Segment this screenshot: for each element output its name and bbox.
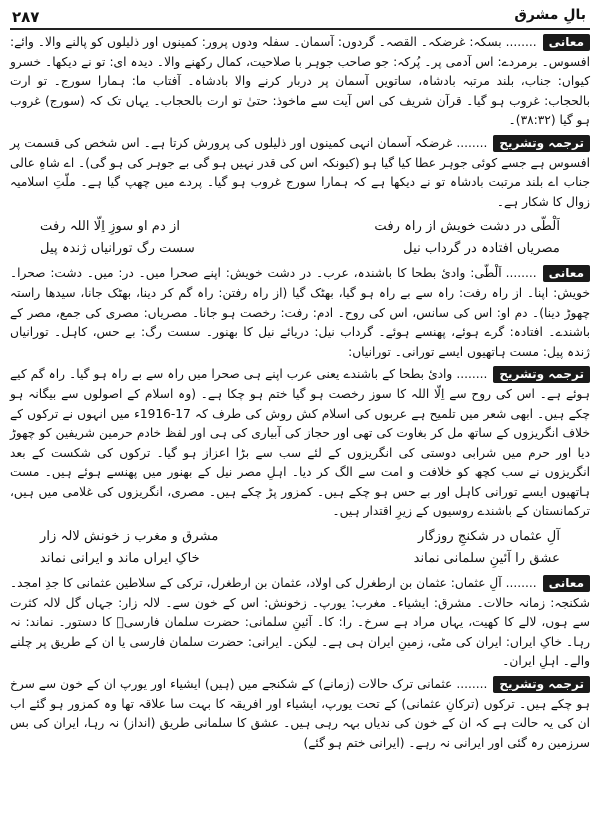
verse2-meanings-text: آلِ عثماں: عثمان بن ارطغرل کی اولاد، عثمان بن ارطغرل، ترکی کے سلاطین عثمانی کا جدِ امجد۔ شکنجہ: زمانہ حالات۔ مشرق: ایشیاء۔ مغرب: یورپ۔ زخونش: اس کے خون سے۔ لالہ زار: جہاں گل لالہ کثرت سے ہوں، لالے کا کھیت، یہاں مراد ہے سرخ۔ را: کا۔ آئینِ سلمانی: حضرت سلمان فارسیؓ کا دستور۔ نماند: نہ رہا۔ خاکِ ایراں: ایران کی مٹی، زمینِ ایران ہی ہے۔ لیکن۔ ایرانی: حضرت سلمان فارسی یا ان کے طریق پر چلنے والے۔ اہلِ ایران۔ [10, 576, 590, 669]
running-title: بالِ مشرق [514, 7, 586, 23]
verse-line [40, 238, 560, 260]
page-header [10, 6, 590, 30]
verse1-translation-text: وادیٔ بطحا کے باشندے یعنی عرب اپنے ہی صحرا میں راہ سے بے راہ ہو گیا۔ راہ گم کیے ہوئے ہے۔ اس کی روح سے اِلّا اللہ کا سوز رخصت ہو گیا ختم ہو چکا ہے۔ (وہ اسلام کے اصولوں سے بیگانہ ہو چکے ہیں۔ ابھی شعر میں تلمیح ہے عربوں کی اسلام کش روش کی طرف کہ 17-1916ء میں انہوں نے ترکوں کے خلاف انگریزوں کے ساتھ مل کر بغاوت کی تھی اور حجاز کی آبیاری کی ہی اور لفظ خادم حرمین شریفین کو چھوڑ دیا اور حرم میں شرابی دوستی کی انگریزوں کے لئے سب سے بڑا اعزاز ہو گیا۔ ترکوں کی شکست کے بعد انگریزوں نے سب کچھ کو خلافت و امت سے الگ کر دیا۔ اہلِ مصر نیل کے بھنور میں پھنسے ہوئے ہیں۔ مست ہاتھیوں ایسے تورانی کاہل اور بے حس ہو چکے ہیں۔ کمزور پڑ چکے ہیں۔ مصری، انگریزوں کی غلامی میں ہیں، ترکمانستان کے باشندے روسیوں کے زیرِ اقتدار ہیں۔ [10, 367, 590, 519]
hemistich: عشق را آئینِ سلمانی نماند [413, 551, 560, 567]
meanings-label: معانی [543, 34, 590, 51]
verse-line [40, 216, 560, 238]
hemistich: از دم او سوزِ اِلّا اللہ رفت [40, 219, 181, 235]
hemistich: آلِ عثماں در شکنجِ روزگار [417, 529, 560, 545]
dot-leader: ........ [456, 367, 488, 382]
translation-label: ترجمہ وتشریح [493, 135, 590, 152]
hemistich: سست رگ تورانیاں ژندہ پیل [40, 241, 195, 257]
hemistich: مصریاں افتادہ در گرداب نیل [403, 241, 560, 257]
verse-line [40, 526, 560, 548]
intro-meanings-text: بسکہ: غرضکہ۔ القصہ۔ گردوں: آسمان۔ سفلہ ودوں پرور: کمینوں اور ذلیلوں کو پالنے والا۔ وائے: افسوس۔ برمردے: اس آدمی پر۔ پُرکہ: جو صاحب جوہر با صلاحیت، کمال رکھنے والا۔ دیدہ ای: تو نے دیکھا۔ خسرو کیواں: جناب، بلند مرتبہ بادشاہ، ساتویں آسمان پر دربار کرنے والا بادشاہ۔ آفتاب ما: ہمارا سورج۔ تو ارت بالحجاب: غروب ہو گیا۔ قرآن شریف کی اس آیت سے ماخوذ: حتیٰ تو ارت بالحجاب۔ یہاں تک کہ (سورج) غروب ہو گیا (۳۸:۳۲)۔ [10, 35, 590, 128]
intro-translation [10, 134, 590, 212]
verse1-meanings-text: اَلْطّی: وادیٔ بطحا کا باشندہ، عرب۔ در دشت خویش: اپنے صحرا میں۔ در: میں۔ دشت: صحرا۔ خویش: اپنا۔ از راہ رفت: راہ سے بے راہ ہو گیا، بھٹک گیا (از راہ رفتن: راہ گم کر دینا، بھٹک جانا، سیدھا راستہ چھوڑ دینا)۔ دم او: اس کی سانس، اس کی روح۔ ادم: رفت: رخصت ہو جانا۔ مصریاں: مصری کی جمع، مصر کے باشندے۔ افتادہ: گرے ہوئے، پھنسے ہوئے۔ گرداب نیل: دریائے نیل کا بھنور۔ سست رگ: بے حس، کاہل۔ تورانیاں ژندہ پیل: مست ہاتھیوں ایسے تورانی۔ تورانیاں: [10, 266, 590, 359]
page-number: ۲۸۷ [12, 8, 40, 26]
translation-label: ترجمہ وتشریح [493, 366, 590, 383]
verse2-translation-text: عثمانی ترک حالات (زمانے) کے شکنجے میں (ہیں) ایشیاء اور یورپ ان کے خون سے سرخ ہو چکے ہیں۔ ترکوں (ترکانِ عثمانی) کے تحت یورپ، ایشیاء اور افریقہ کا بہت سا علاقہ تھا وہ کمزور ہو گئے اب ان کی یہ حالت ہے کہ ان کے خون کی ندیاں بہہ رہی ہیں۔ عشق کا سلمانی طریق (انداز) نہ رہا، ایران کی بس سرزمین رہ گئی اور ایرانی نہ رہے۔ (ایرانی ختم ہو گئے) [10, 677, 590, 750]
meanings-label: معانی [543, 575, 590, 592]
verse2-translation [10, 675, 590, 753]
meanings-label: معانی [543, 265, 590, 282]
verse1-meanings [10, 264, 590, 362]
translation-label: ترجمہ وتشریح [493, 676, 590, 693]
hemistich: مشرق و مغرب ز خونش لالہ زار [40, 529, 219, 545]
dot-leader: ........ [505, 576, 537, 591]
dot-leader: ........ [456, 135, 488, 150]
dot-leader: ........ [456, 677, 488, 692]
hemistich: اَلْطّی در دشت خویش از راہ رفت [374, 219, 560, 235]
dot-leader: ........ [505, 35, 537, 49]
verse-block-2 [40, 526, 560, 570]
verse1-translation [10, 365, 590, 522]
hemistich: خاکِ ایراں ماند و ایرانی نماند [40, 551, 200, 567]
page-content [10, 33, 590, 753]
verse2-meanings [10, 574, 590, 672]
intro-meanings [10, 33, 590, 131]
verse-line [40, 548, 560, 570]
intro-translation-text: غرضکہ آسمان انہی کمینوں اور ذلیلوں کی پرورش کرتا ہے۔ اس شخص کی قسمت پر افسوس ہے جسے کوئی جوہر عطا کیا گیا ہو (کیونکہ اس کی قدر نہیں ہو گی بے جوہر کی ہو گی)۔ اے شاہِ عالی جناب اے بلند مرتبت بادشاہ تو نے دیکھا ہے کہ ہمارا سورج غروب ہو گیا۔ پردے میں چھپ گیا ہے۔ ملّتِ اسلامیہ زوال کا شکار ہے۔ [10, 135, 590, 209]
dot-leader: ........ [505, 266, 537, 281]
verse-block-1 [40, 216, 560, 260]
